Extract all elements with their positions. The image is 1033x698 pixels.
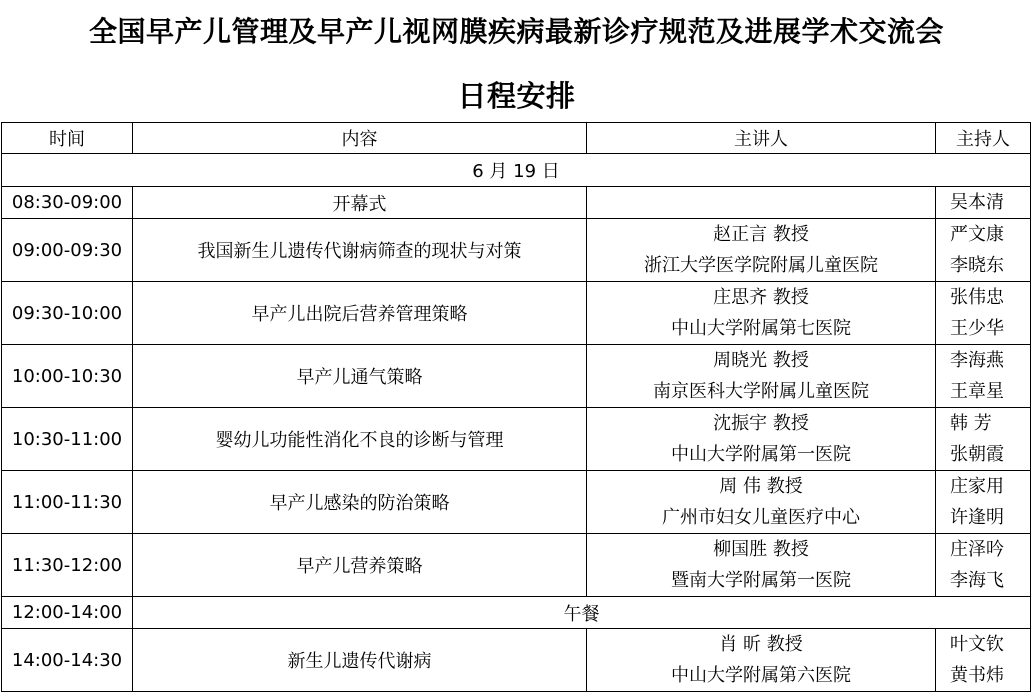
row-speaker	[587, 282, 936, 345]
row-host	[936, 345, 1031, 408]
table-row	[2, 471, 1031, 534]
row-time: 08:30-09:00	[2, 187, 133, 219]
host-name: 李海燕	[950, 350, 1004, 371]
speaker-name: 周 伟 教授	[719, 476, 803, 497]
table-row	[2, 219, 1031, 282]
row-speaker	[587, 629, 936, 692]
row-host	[936, 629, 1031, 692]
row-content: 我国新生儿遗传代谢病筛查的现状与对策	[133, 219, 587, 282]
row-speaker	[587, 408, 936, 471]
table-row	[2, 187, 1031, 219]
header-time: 时间	[2, 123, 133, 154]
speaker-affiliation: 浙江大学医学院附属儿童医院	[644, 255, 878, 276]
host-name: 张朝霞	[950, 444, 1004, 465]
row-time: 11:00-11:30	[2, 471, 133, 534]
row-time: 10:30-11:00	[2, 408, 133, 471]
speaker-name: 柳国胜 教授	[713, 539, 809, 560]
lunch-row	[2, 597, 1031, 629]
row-host	[936, 282, 1031, 345]
host-name: 许逢明	[950, 507, 1004, 528]
host-name: 张伟忠	[950, 287, 1004, 308]
header-content: 内容	[133, 123, 587, 154]
host-name: 李晓东	[950, 255, 1004, 276]
lunch-label: 午餐	[133, 597, 1031, 629]
speaker-affiliation: 中山大学附属第七医院	[671, 318, 851, 339]
row-speaker	[587, 219, 936, 282]
row-host	[936, 219, 1031, 282]
table-row	[2, 408, 1031, 471]
table-row	[2, 345, 1031, 408]
header-host: 主持人	[936, 123, 1031, 154]
row-host	[936, 471, 1031, 534]
day-row	[2, 154, 1031, 187]
speaker-affiliation: 中山大学附属第一医院	[671, 444, 851, 465]
row-speaker	[587, 471, 936, 534]
row-time: 10:00-10:30	[2, 345, 133, 408]
conference-title: 全国早产儿管理及早产儿视网膜疾病最新诊疗规范及进展学术交流会	[88, 15, 944, 48]
row-content: 婴幼儿功能性消化不良的诊断与管理	[133, 408, 587, 471]
speaker-name: 肖 昕 教授	[719, 634, 803, 655]
speaker-name: 庄思齐 教授	[713, 287, 809, 308]
speaker-name: 周晓光 教授	[713, 350, 809, 371]
row-time: 14:00-14:30	[2, 629, 133, 692]
row-speaker	[587, 187, 936, 219]
speaker-affiliation: 广州市妇女儿童医疗中心	[662, 507, 860, 528]
host-name: 严文康	[950, 224, 1004, 245]
row-content: 新生儿遗传代谢病	[133, 629, 587, 692]
table-row	[2, 282, 1031, 345]
row-host	[936, 534, 1031, 597]
row-content: 早产儿通气策略	[133, 345, 587, 408]
host-name: 庄泽吟	[950, 539, 1004, 560]
host-name: 王少华	[950, 318, 1004, 339]
row-time: 11:30-12:00	[2, 534, 133, 597]
row-time: 09:30-10:00	[2, 282, 133, 345]
row-content: 早产儿出院后营养管理策略	[133, 282, 587, 345]
speaker-affiliation: 中山大学附属第六医院	[671, 665, 851, 686]
host-name: 黄书炜	[950, 665, 1004, 686]
speaker-affiliation: 南京医科大学附属儿童医院	[653, 381, 869, 402]
table-header-row	[2, 123, 1031, 154]
schedule-subtitle: 日程安排	[457, 79, 576, 113]
speaker-affiliation: 暨南大学附属第一医院	[671, 570, 851, 591]
speaker-name: 赵正言 教授	[713, 224, 809, 245]
schedule-table	[1, 122, 1031, 692]
host-name: 韩 芳	[950, 413, 992, 434]
day-label: 6 月 19 日	[2, 154, 1031, 187]
table-row	[2, 629, 1031, 692]
table-row	[2, 534, 1031, 597]
row-content: 早产儿感染的防治策略	[133, 471, 587, 534]
host-name: 王章星	[950, 381, 1004, 402]
row-content: 早产儿营养策略	[133, 534, 587, 597]
host-name: 庄家用	[950, 476, 1004, 497]
row-time: 09:00-09:30	[2, 219, 133, 282]
header-speaker: 主讲人	[587, 123, 936, 154]
row-speaker	[587, 534, 936, 597]
host-name: 叶文钦	[950, 634, 1004, 655]
row-content: 开幕式	[133, 187, 587, 219]
row-speaker	[587, 345, 936, 408]
row-host	[936, 408, 1031, 471]
host-name: 李海飞	[950, 570, 1004, 591]
row-host: 吴本清	[936, 187, 1031, 219]
speaker-name: 沈振宇 教授	[713, 413, 809, 434]
row-time: 12:00-14:00	[2, 597, 133, 629]
